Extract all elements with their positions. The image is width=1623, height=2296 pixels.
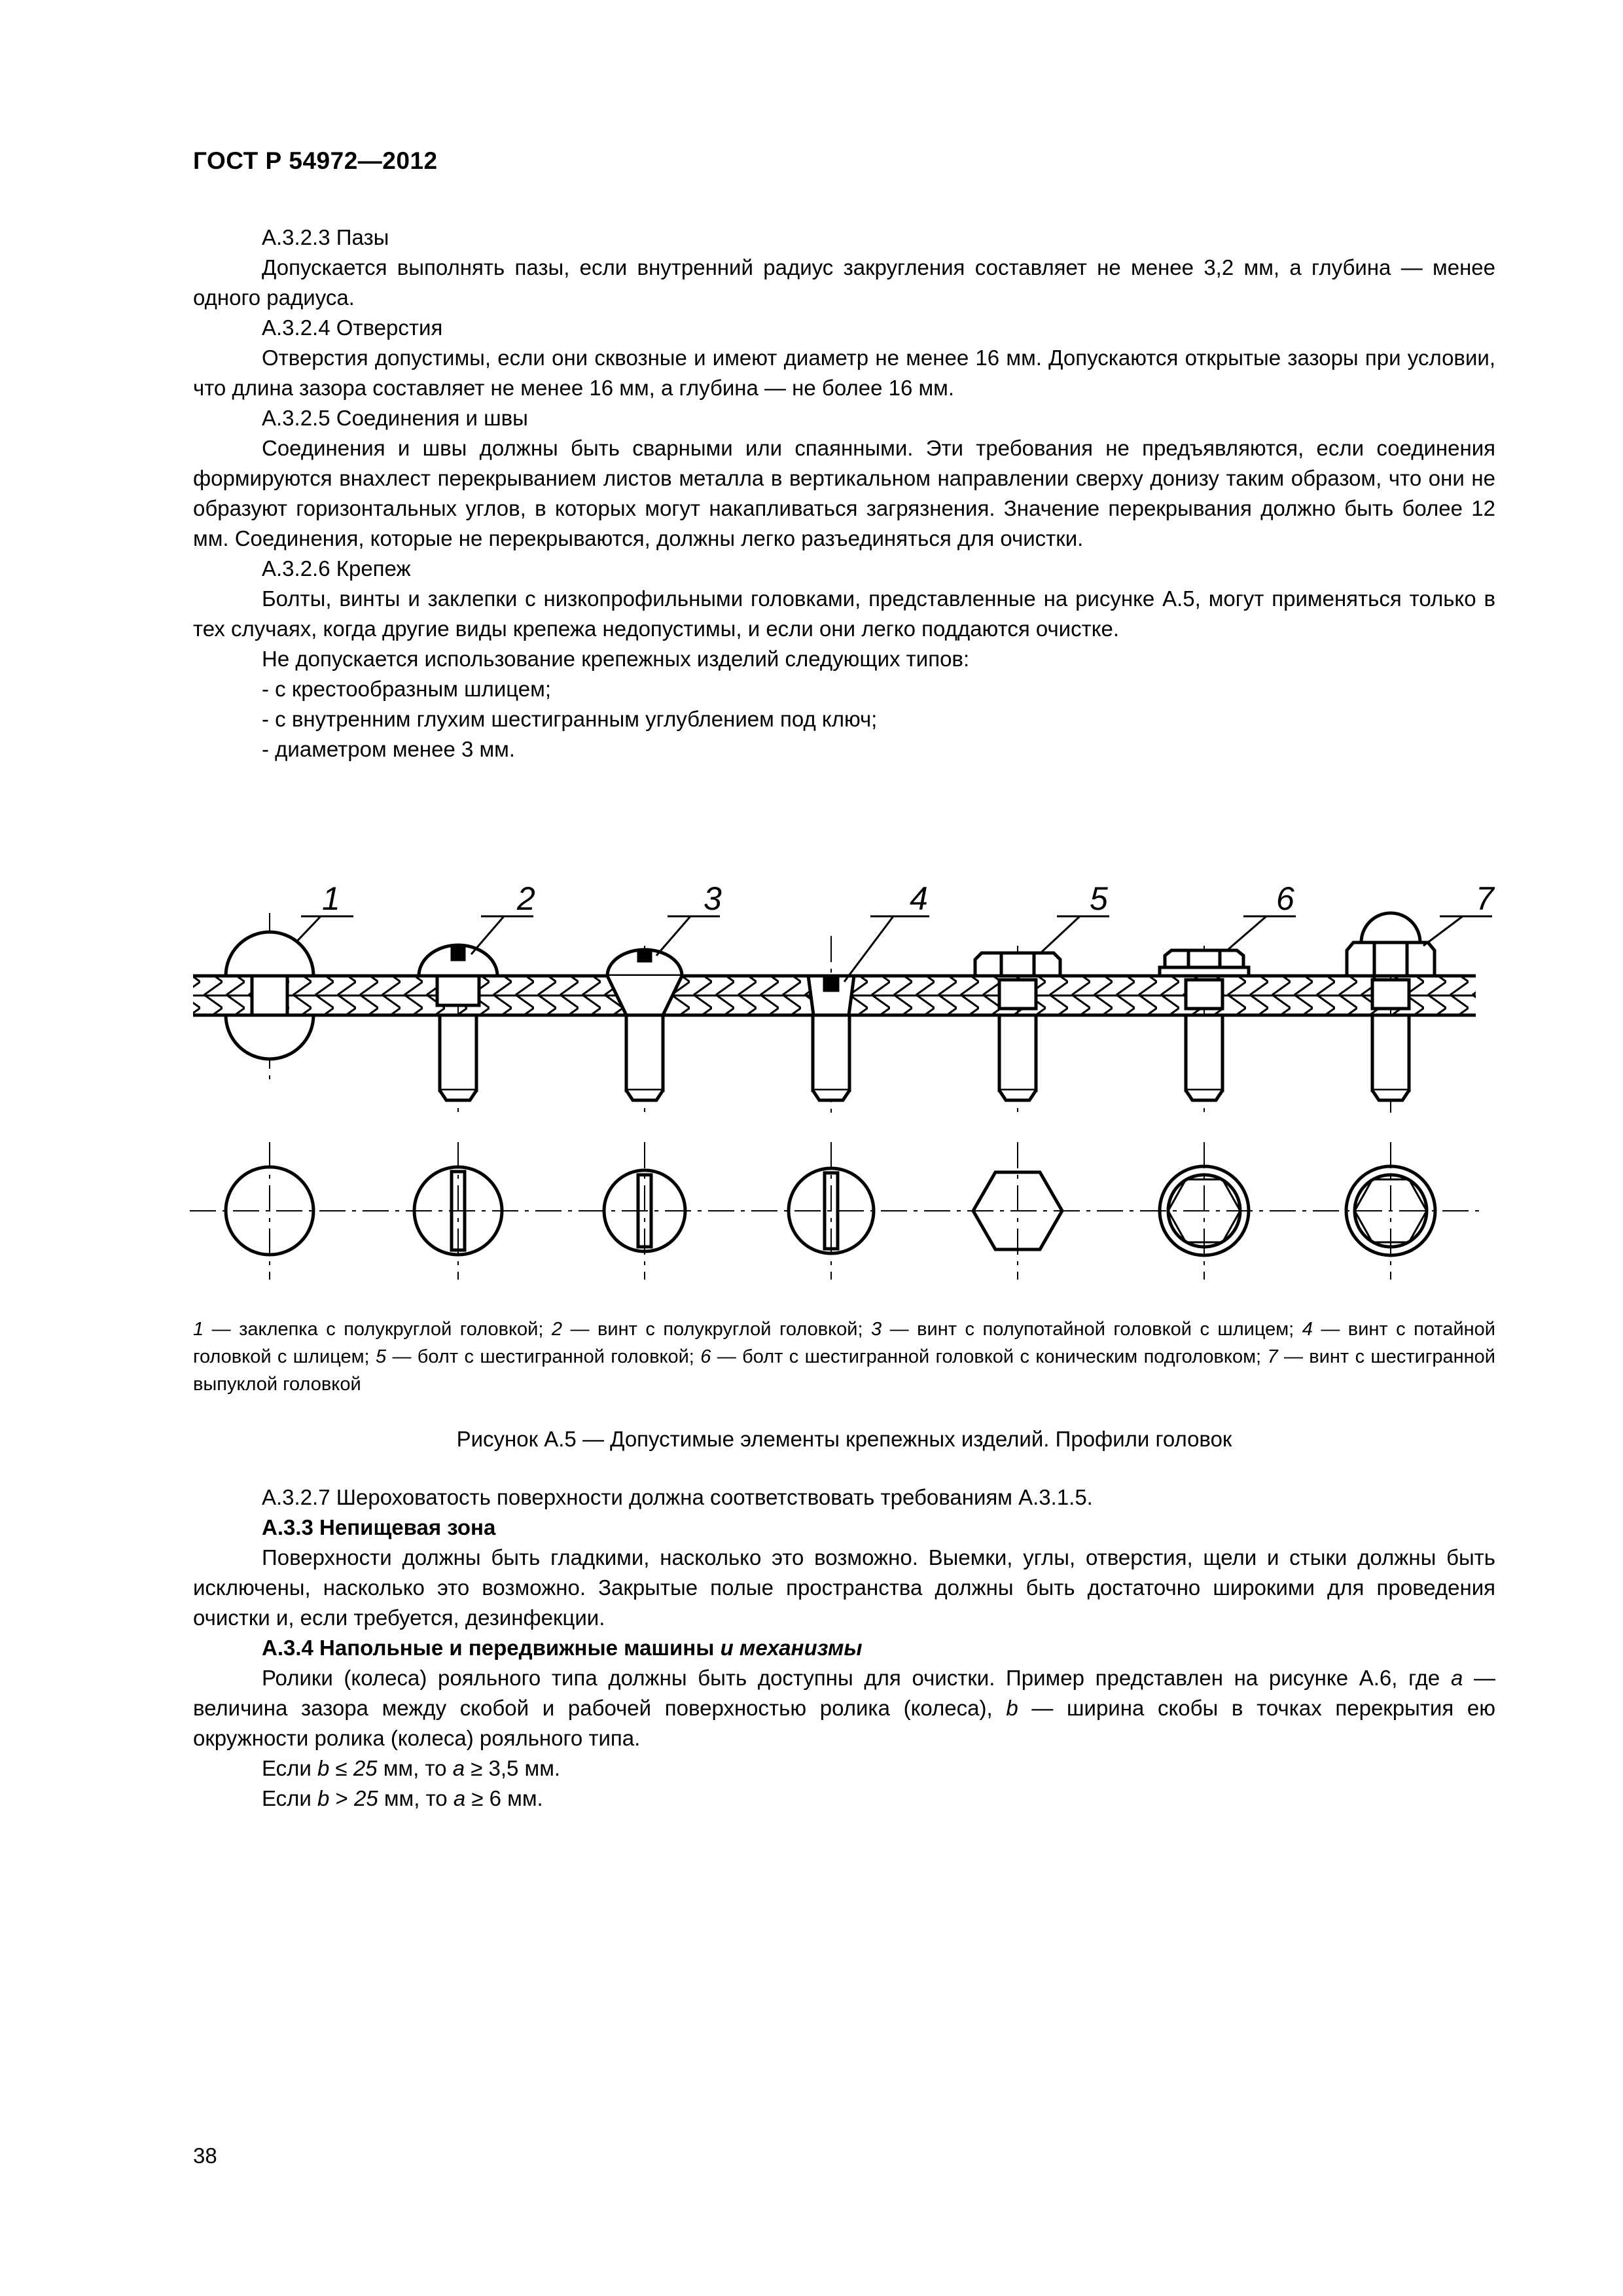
figure-label-1: 1 (322, 880, 340, 917)
text-run: мм, то (378, 1786, 454, 1810)
hex-bolt-side (975, 953, 1060, 1100)
legend-num: 6 (700, 1346, 711, 1367)
figure-label-2: 2 (517, 880, 535, 917)
document-header: ГОСТ Р 54972—2012 (193, 147, 438, 174)
var-a: а (452, 1756, 465, 1780)
section-a326-title: А.3.2.6 Крепеж (262, 556, 411, 581)
pan-screw-side (419, 945, 497, 1100)
section-a34-text (193, 1663, 1495, 1753)
page-number: 38 (193, 2144, 217, 2168)
figure-title: Рисунок А.5 — Допустимые элементы крепежных изделий. Профили головок (456, 1427, 1232, 1451)
legend-text: — винт с полукруглой головкой; (562, 1319, 872, 1340)
legend-num: 5 (375, 1346, 387, 1367)
legend-num: 7 (1267, 1346, 1278, 1367)
figure-label-6: 6 (1276, 880, 1294, 917)
text-run: > (329, 1786, 354, 1810)
list-item: - с крестообразным шлицем; (262, 677, 551, 701)
list-item: - диаметром менее 3 мм. (262, 737, 516, 761)
condition-2 (193, 1784, 1495, 1814)
section-a327-text: А.3.2.7 Шероховатость поверхности должна соответствовать требованиям А.3.1.5. (262, 1485, 1093, 1509)
text-run: ≥ 3,5 мм. (465, 1756, 561, 1780)
text-run: — величина зазора между скобой и рабочей поверхностью ролика (колеса), (193, 1666, 1495, 1720)
legend-num: 2 (551, 1319, 563, 1340)
figure-label-3: 3 (704, 880, 722, 917)
text-run: Если (262, 1756, 317, 1780)
figure-label-5: 5 (1090, 880, 1108, 917)
figure-labels (322, 880, 1495, 917)
figure-label-7: 7 (1476, 880, 1494, 917)
figure-label-4: 4 (910, 880, 928, 917)
section-a324-title: А.3.2.4 Отверстия (262, 315, 443, 340)
text-run: Ролики (колеса) рояльного типа должны быть доступны для очистки. Пример представлен на рисунке А.6, где (262, 1666, 1451, 1690)
section-a34-title-italic: и механизмы (714, 1636, 863, 1660)
section-a34-title-bold: А.3.4 Напольные и передвижные машины (262, 1636, 715, 1660)
list-item: - с внутренним глухим шестигранным углублением под ключ; (262, 707, 878, 731)
text-run: — ширина скобы в точках перекрытия ею окружности ролика (колеса) рояльного типа. (193, 1696, 1495, 1750)
section-a34-title (193, 1633, 1495, 1663)
number: 25 (353, 1786, 378, 1810)
legend-num: 4 (1302, 1319, 1313, 1340)
section-a323-title: А.3.2.3 Пазы (262, 225, 389, 249)
var-b: b (317, 1786, 330, 1810)
number: 25 (353, 1756, 378, 1780)
var-b: b (1006, 1696, 1018, 1720)
figure-legend (193, 1316, 1495, 1398)
section-a33-text: Поверхности должны быть гладкими, насколько это возможно. Выемки, углы, отверстия, щели и стыки должны быть исключены, насколько это возможно. Закрытые полые пространства должны быть достаточно широкими для проведения очистки и, если требуется, дезинфекции. (193, 1545, 1495, 1630)
condition-1 (193, 1753, 1495, 1784)
legend-num: 3 (871, 1319, 882, 1340)
section-a324-text: Отверстия допустимы, если они сквозные и имеют диаметр не менее 16 мм. Допускаются открытые зазоры при условии, что длина зазора составляет не менее 16 мм, а глубина — не более 16 мм. (193, 346, 1495, 400)
var-b: b (317, 1756, 330, 1780)
section-a33-title: А.3.3 Непищевая зона (262, 1515, 496, 1539)
var-a: а (453, 1786, 466, 1810)
legend-num: 1 (193, 1319, 204, 1340)
section-a325-text: Соединения и швы должны быть сварными или спаянными. Эти требования не предъявляются, если соединения формируются внахлест перекрыванием листов металла в вертикальном направлении сверху донизу таким образом, что они не образуют горизонтальных углов, в которых могут накапливаться загрязнения. Значение перекрывания должно быть более 12 мм. Соединения, которые не перекрываются, должны легко разъединяться для очистки. (193, 436, 1495, 550)
text-run: мм, то (377, 1756, 453, 1780)
text-run: Если (262, 1786, 317, 1810)
legend-text: — винт с полупотайной головкой с шлицем; (882, 1319, 1302, 1340)
text-run: ≤ (329, 1756, 353, 1780)
section-a323-text: Допускается выполнять пазы, если внутренний радиус закругления составляет не менее 3,2 мм, а глубина — менее одного радиуса. (193, 255, 1495, 310)
section-a326-text2: Не допускается использование крепежных изделий следующих типов: (262, 647, 970, 671)
hex-flange-bolt-side (1160, 950, 1249, 1100)
legend-text: — винт с потайной головкой с шлицем; (193, 1319, 1495, 1367)
legend-text: — винт с шестигранной выпуклой головкой (193, 1346, 1495, 1395)
countersunk-screw-side (808, 976, 854, 1100)
body-text-lower (193, 1482, 1495, 1814)
section-a326-text1: Болты, винты и заклепки с низкопрофильными головками, представленные на рисунке А.5, могут применяться только в тех случаях, когда другие виды крепежа недопустимы, и если они легко поддаются очистке. (193, 586, 1495, 641)
section-a325-title: А.3.2.5 Соединения и швы (262, 406, 528, 430)
legend-text: — болт с шестигранной головкой; (386, 1346, 701, 1367)
legend-text: — болт с шестигранной головкой с коническим подголовком; (711, 1346, 1268, 1367)
oval-screw-side (607, 950, 682, 1100)
legend-text: — заклепка с полукруглой головкой; (204, 1319, 552, 1340)
var-a: а (1450, 1666, 1463, 1690)
text-run: ≥ 6 мм. (465, 1786, 543, 1810)
